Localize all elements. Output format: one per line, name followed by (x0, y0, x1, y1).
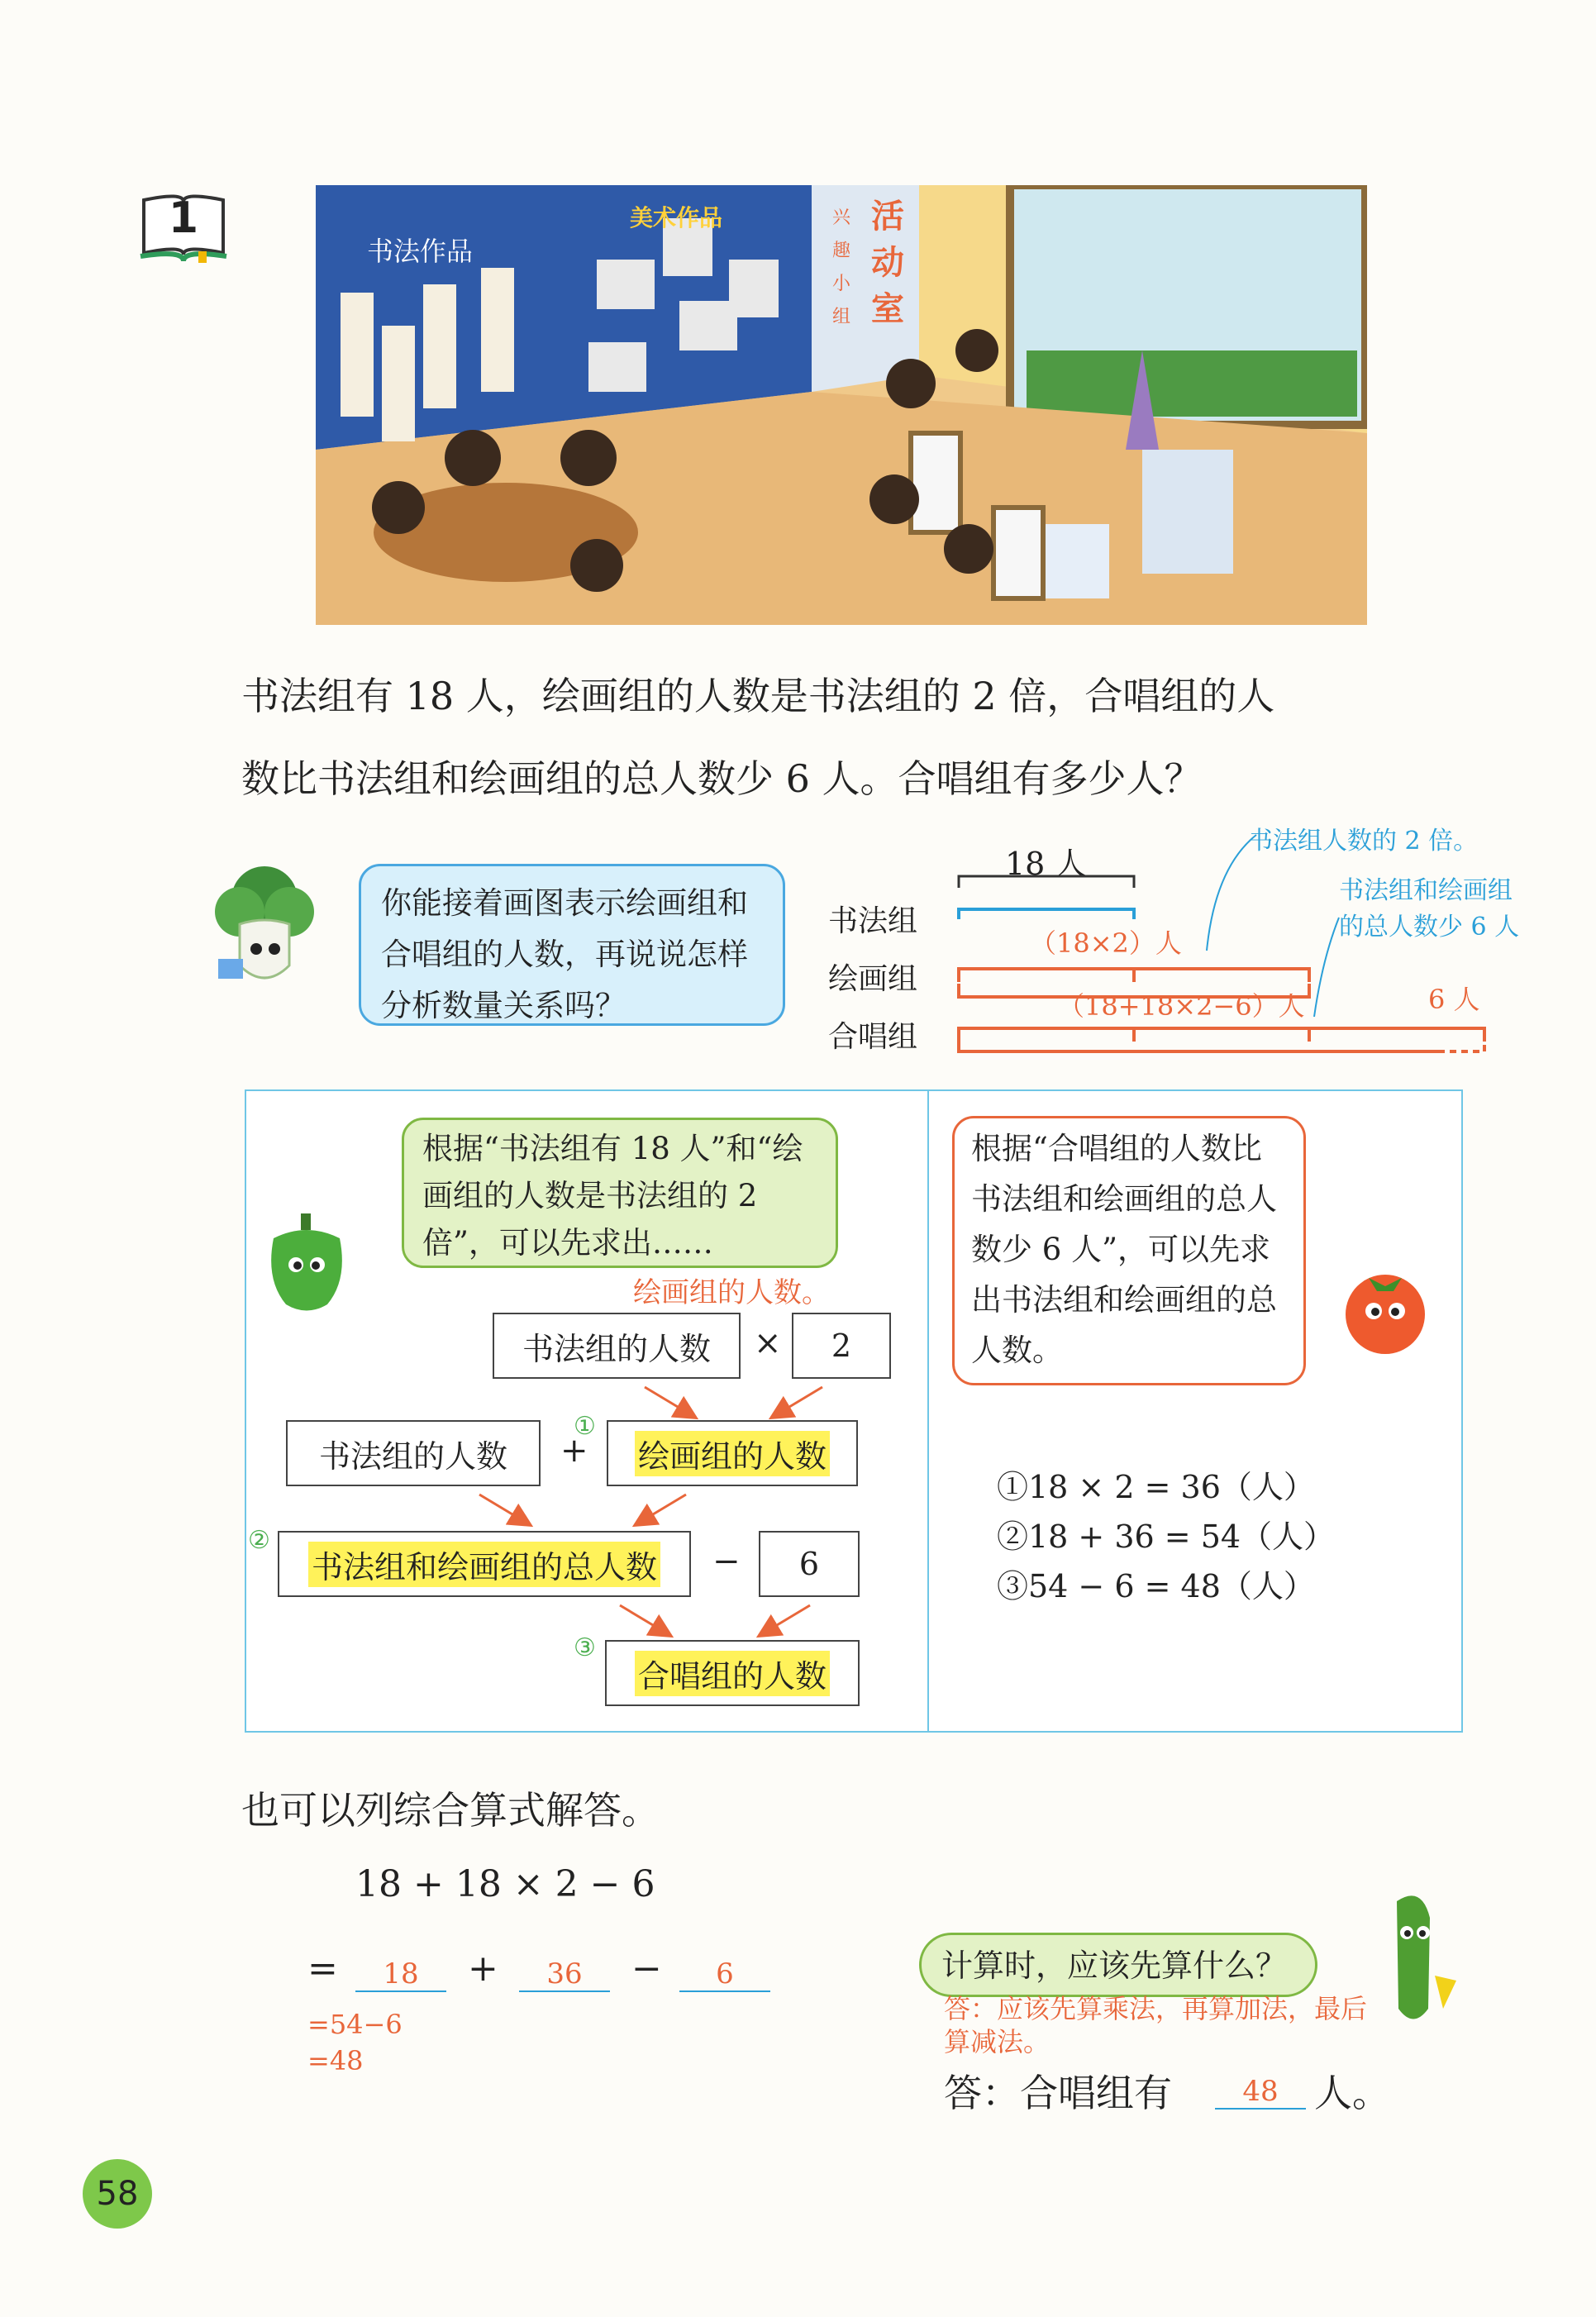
six-label: 6 人 (1428, 984, 1480, 1015)
box-calligraphy-count-2: 书法组的人数 (286, 1420, 541, 1486)
problem-line-2: 数比书法组和绘画组的总人数少 6 人。合唱组有多少人？ (241, 756, 1203, 801)
art-sign: 美术作品 (630, 204, 723, 231)
frame-divider (927, 1091, 929, 1731)
box-two: 2 (792, 1313, 891, 1379)
work-line-2: =48 (307, 2045, 364, 2076)
combined-minus: − (631, 1948, 662, 1990)
handwritten-answer: 答：应该先算乘法，再算加法，最后算减法。 (944, 1993, 1368, 2057)
combined-intro: 也可以列综合算式解答。 (241, 1788, 660, 1833)
arrows-row-2 (446, 1488, 711, 1538)
step-2-marker: ② (248, 1526, 270, 1555)
room-sign: 活动室 (871, 197, 904, 328)
blank-3: 6 (679, 1957, 770, 1992)
example-number: 1 (168, 193, 199, 243)
question-bubble: 计算时，应该先算什么？ (919, 1933, 1317, 1997)
cabbage-mascot (207, 866, 322, 999)
choir-expression: （18+18×2−6）人 (1058, 990, 1305, 1022)
times-sign: × (754, 1324, 782, 1362)
box-choir-count: 合唱组的人数 (605, 1640, 860, 1706)
row-label-choir: 合唱组 (828, 1020, 918, 1054)
example-number-icon (139, 192, 228, 265)
activity-room-illustration (316, 185, 1367, 625)
left-hint-answer: 绘画组的人数。 (633, 1276, 830, 1309)
painting-expression: （18×2）人 (1030, 927, 1182, 959)
final-answer-suffix: 人。 (1314, 2071, 1390, 2115)
page-number: 58 (83, 2159, 152, 2229)
note-total: 书法组和绘画组的总人数少 6 人 (1339, 876, 1520, 942)
combined-expression: 18 + 18 × 2 − 6 (355, 1863, 655, 1905)
box-six: 6 (759, 1531, 860, 1597)
box-calligraphy-count: 书法组的人数 (493, 1313, 741, 1379)
tomato-mascot (1332, 1258, 1440, 1366)
left-hint-bubble: 根据“书法组有 18 人”和“绘画组的人数是书法组的 2 倍”，可以先求出…… (402, 1118, 838, 1268)
group-sign: 兴趣小组 (832, 207, 851, 327)
pepper-mascot (261, 1213, 352, 1321)
row-label-calligraphy: 书法组 (828, 904, 918, 938)
box-painting-count: 绘画组的人数 (607, 1420, 858, 1486)
diagram-top-label: 18 人 (1005, 846, 1087, 882)
box-total: 书法组和绘画组的总人数 (278, 1531, 691, 1597)
minus-sign: − (712, 1542, 741, 1580)
final-answer-blank: 48 (1215, 2075, 1306, 2110)
blank-2: 36 (519, 1957, 610, 1992)
blank-1: 18 (355, 1957, 446, 1992)
right-hint-bubble: 根据“合唱组的人数比书法组和绘画组的总人数少 6 人”，可以先求出书法组和绘画组的总人数。 (952, 1116, 1306, 1385)
step-3-marker: ③ (574, 1633, 596, 1662)
diagram-question-bubble: 你能接着画图表示绘画组和合唱组的人数，再说说怎样分析数量关系吗？ (359, 864, 785, 1026)
equation-3: ③54 − 6 = 48（人） (997, 1568, 1315, 1604)
problem-line-1: 书法组有 18 人，绘画组的人数是书法组的 2 倍，合唱组的人 (241, 674, 1275, 718)
step-1-marker: ① (574, 1412, 596, 1441)
combined-eq-sign: = (307, 1948, 338, 1990)
note-double: 书法组人数的 2 倍。 (1248, 827, 1479, 856)
work-line-1: =54−6 (307, 2009, 403, 2040)
combined-plus: + (468, 1948, 498, 1990)
row-label-painting: 绘画组 (828, 962, 918, 996)
plus-sign: + (560, 1432, 588, 1470)
equation-2: ②18 + 36 = 54（人） (997, 1518, 1336, 1555)
final-answer-prefix: 答：合唱组有 (944, 2071, 1172, 2115)
equation-1: ①18 × 2 = 36（人） (997, 1469, 1315, 1505)
calligraphy-sign: 书法作品 (367, 236, 474, 267)
